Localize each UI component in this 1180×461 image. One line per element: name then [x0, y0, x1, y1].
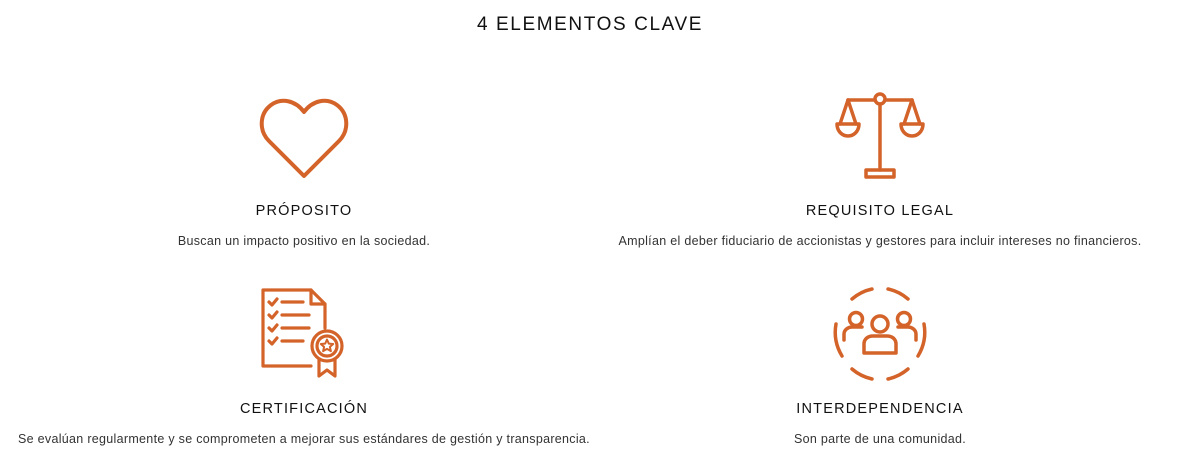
feature-title: INTERDEPENDENCIA	[796, 401, 964, 417]
feature-title: CERTIFICACIÓN	[239, 401, 369, 417]
feature-proposito	[14, 0, 594, 270]
community-icon	[830, 284, 930, 384]
feature-description: Amplían el deber fiduciario de accionistas y gestores para incluir intereses no financieros.	[618, 234, 1142, 248]
feature-description: Son parte de una comunidad.	[793, 432, 967, 446]
section-title: 4 ELEMENTOS CLAVE	[476, 14, 704, 35]
feature-description: Se evalúan regularmente y se comprometen a mejorar sus estándares de gestión y transparencia.	[18, 432, 590, 446]
feature-title: PRÓPOSITO	[255, 203, 353, 219]
scales-icon	[834, 90, 926, 182]
feature-certificacion	[14, 270, 594, 461]
heart-icon	[259, 96, 349, 180]
feature-description: Buscan un impacto positivo en la sociedad.	[177, 234, 431, 248]
feature-requisito-legal	[590, 0, 1170, 270]
certificate-icon	[259, 286, 349, 380]
feature-title: REQUISITO LEGAL	[805, 203, 955, 219]
feature-interdependencia	[590, 270, 1170, 461]
